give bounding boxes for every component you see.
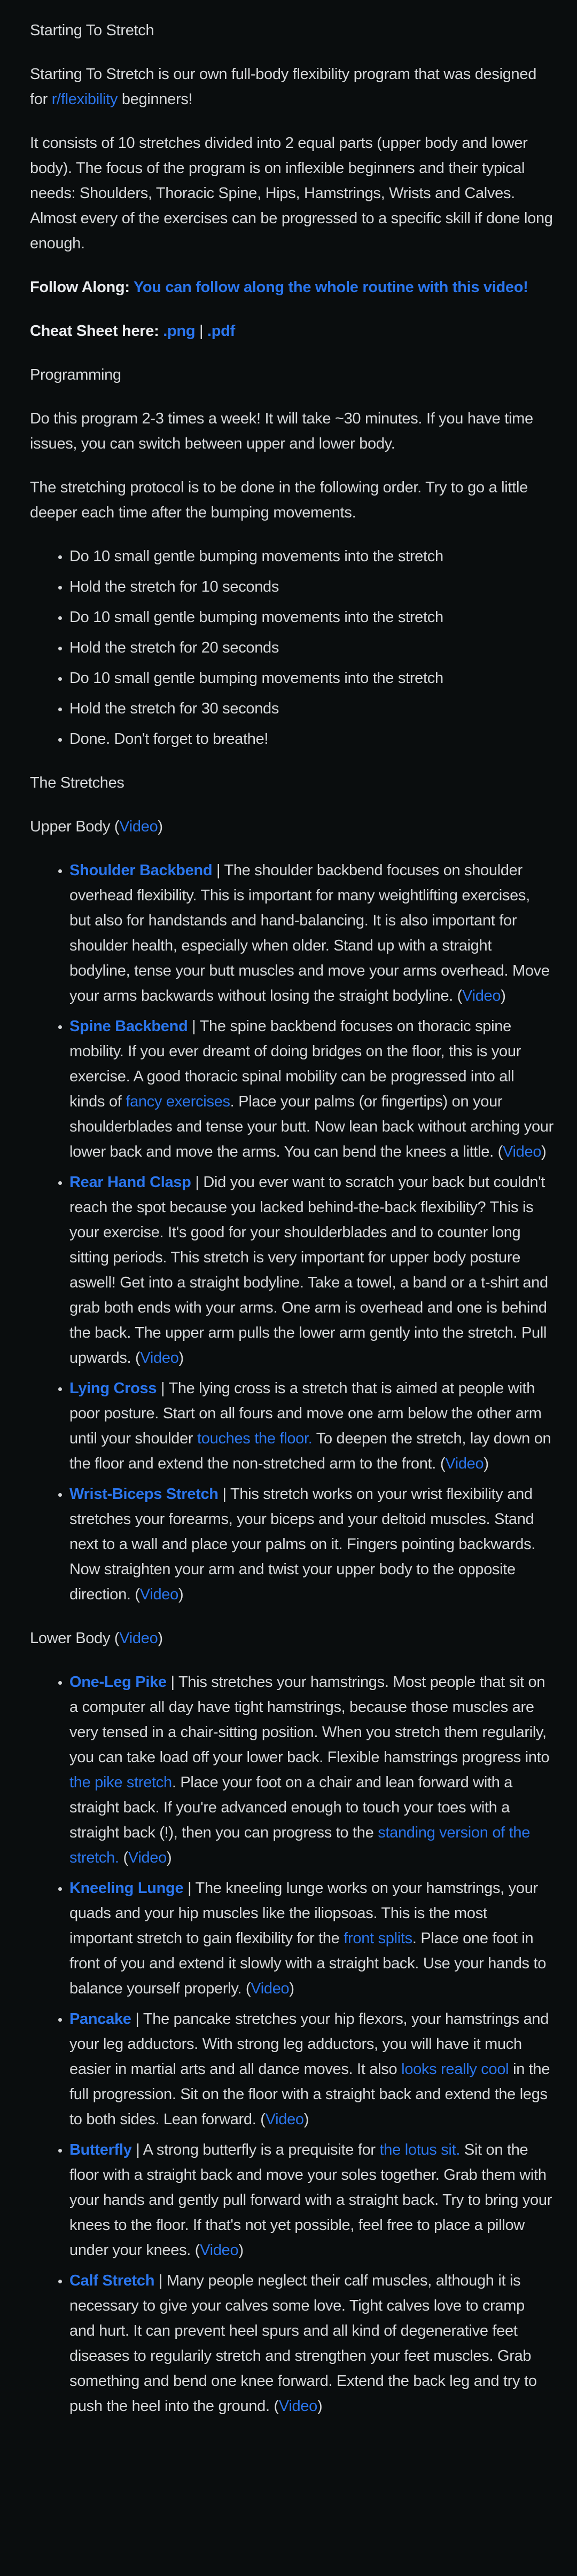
cheat-sheet-separator: | (195, 323, 207, 340)
stretch-description: | The lying cross is a stretch that is aimed at people with poor posture. Start on all fours and move one arm below the other arm until your shoulder (69, 1380, 542, 1447)
wrist-biceps-stretch-link[interactable]: Wrist-Biceps Stretch (69, 1486, 219, 1503)
upper-body-video-link[interactable]: Video (119, 818, 158, 835)
shoulder-backbend-video-link[interactable]: Video (462, 987, 501, 1004)
paren-close: ) (541, 1143, 547, 1160)
protocol-step: • Hold the stretch for 30 seconds (69, 696, 553, 721)
stretch-item-wrist-biceps (69, 1482, 553, 1607)
stretch-description: | The spine backbend focuses on thoracic spine mobility. If you ever dreamt of doing bridges on the floor, this is your exercise. A good thoracic spinal mobility can be progressed into all kinds of (69, 1018, 521, 1110)
kneeling-lunge-link[interactable]: Kneeling Lunge (69, 1880, 184, 1897)
stretch-description: in the full progression. Sit on the floor with a straight back and extend the legs to both sides. Lean forward. ( (69, 2061, 550, 2128)
spine-backbend-video-link[interactable]: Video (503, 1143, 542, 1160)
lotus-sit-link[interactable]: the lotus sit. (379, 2141, 461, 2158)
lower-body-heading-close: ) (158, 1630, 163, 1647)
lower-body-list (30, 1670, 553, 2419)
lower-body-video-link[interactable]: Video (119, 1630, 158, 1647)
paren-close: ) (303, 2111, 309, 2128)
calf-stretch-video-link[interactable]: Video (278, 2398, 318, 2415)
follow-along-video-link[interactable]: You can follow along the whole routine with this video! (133, 279, 528, 296)
kneeling-lunge-video-link[interactable]: Video (251, 1980, 290, 1997)
calf-stretch-link[interactable]: Calf Stretch (69, 2272, 155, 2289)
upper-body-heading-close: ) (158, 818, 163, 835)
protocol-step: • Do 10 small gentle bumping movements into the stretch (69, 605, 553, 630)
rear-hand-clasp-video-link[interactable]: Video (140, 1349, 179, 1366)
stretch-description: | This stretches your hamstrings. Most people that sit on a computer all day have tight hamstrings, because those muscles are very tensed in a chair-sitting position. When you stretch them regularily, you can take load off your lower back. Flexible hamstrings progress into (69, 1674, 550, 1766)
stretch-description: | The pancake stretches your hip flexors, your hamstrings and your leg adductors. With strong leg adductors, you will have it much easier in martial arts and all dance moves. It also (69, 2010, 549, 2078)
upper-body-list (30, 858, 553, 1607)
pike-stretch-link[interactable]: the pike stretch (69, 1774, 172, 1791)
stretch-item-rear-hand-clasp (69, 1170, 553, 1371)
overview-paragraph: It consists of 10 stretches divided into 2 equal parts (upper body and lower body). The focus of the program is on inflexible beginners and their typical needs: Shoulders, Thoracic Spine, Hips, Hamstrings, Wrists and Calves. Almost every of the exercises can be progressed to a specific skill if done long enough. (30, 135, 553, 252)
spine-backbend-link[interactable]: Spine Backbend (69, 1018, 188, 1035)
lower-body-heading (30, 1626, 553, 1651)
follow-along-label: Follow Along: (30, 279, 134, 296)
fancy-exercises-link[interactable]: fancy exercises (126, 1093, 230, 1110)
protocol-steps-list (30, 544, 553, 752)
stretch-description: | Did you ever want to scratch your back but couldn't reach the spot because you lacked behind-the-back flexibility? This is your exercise. It's good for your shoulderblades and to counter long sitting periods. This stretch is very important for upper body posture aswell! Get into a straight bodyline. Take a towel, a band or a t-shirt and grab both ends with your arms. One arm is overhead and one is behind the back. The upper arm pulls the lower arm gently into the stretch. Pull upwards. ( (69, 1174, 548, 1366)
stretch-item-calf-stretch (69, 2268, 553, 2419)
paren-close: ) (238, 2242, 244, 2259)
stretch-item-lying-cross (69, 1376, 553, 1477)
butterfly-video-link[interactable]: Video (200, 2242, 239, 2259)
stretch-item-pancake (69, 2007, 553, 2132)
protocol-step: • Hold the stretch for 10 seconds (69, 575, 553, 600)
cheat-sheet-png-link[interactable]: .png (163, 323, 196, 340)
follow-along-paragraph (30, 275, 553, 300)
upper-body-heading (30, 814, 553, 839)
one-leg-pike-link[interactable]: One-Leg Pike (69, 1674, 167, 1691)
page-title: Starting To Stretch (30, 22, 154, 39)
protocol-step: • Do 10 small gentle bumping movements into the stretch (69, 666, 553, 691)
paren-close: ) (501, 987, 506, 1004)
touches-the-floor-link[interactable]: touches the floor. (197, 1430, 313, 1447)
stretch-description: . Place one foot in front of you and extend it slowly with a straight back. Use your hands to balance yourself properly. ( (69, 1930, 547, 1997)
stretch-item-kneeling-lunge (69, 1876, 553, 2001)
stretches-heading: The Stretches (30, 774, 124, 791)
paren-close: ) (289, 1980, 294, 1997)
shoulder-backbend-link[interactable]: Shoulder Backbend (69, 862, 213, 879)
stretch-item-shoulder-backbend (69, 858, 553, 1009)
stretch-description: | The kneeling lunge works on your hamstrings, your quads and your hip muscles like the iliopsoas. This is the most important stretch to gain flexibility for the (69, 1880, 538, 1947)
intro-text-2: beginners! (118, 91, 193, 108)
stretch-item-one-leg-pike (69, 1670, 553, 1871)
programming-paragraph-1: Do this program 2-3 times a week! It will take ~30 minutes. If you have time issues, you can switch between upper and lower body. (30, 410, 533, 452)
programming-heading: Programming (30, 366, 121, 383)
stretch-description: | The shoulder backbend focuses on shoulder overhead flexibility. This is important for many weightlifting exercises, but also for handstands and hand-balancing. It is also important for shoulder health, especially when older. Stand up with a straight bodyline, tense your butt muscles and move your arms overhead. Move your arms backwards without losing the straight bodyline. ( (69, 862, 550, 1004)
stretch-description: To deepen the stretch, lay down on the floor and extend the non-stretched arm to the front. ( (69, 1430, 551, 1472)
protocol-step: • Done. Don't forget to breathe! (69, 727, 553, 752)
stretch-item-spine-backbend (69, 1014, 553, 1165)
stretch-description: | This stretch works on your wrist flexibility and stretches your forearms, your biceps and your deltoid muscles. Stand next to a wall and place your palms on it. Fingers pointing backwards. Now straighten your arm and twist your upper body to the opposite direction. ( (69, 1486, 536, 1603)
programming-paragraph-2: The stretching protocol is to be done in the following order. Try to go a little deeper each time after the bumping movements. (30, 479, 528, 521)
rear-hand-clasp-link[interactable]: Rear Hand Clasp (69, 1174, 191, 1191)
paren-close: ) (178, 1586, 184, 1603)
paren-close: ) (317, 2398, 323, 2415)
cheat-sheet-paragraph (30, 319, 553, 344)
lower-body-heading-text: Lower Body ( (30, 1630, 120, 1647)
paren-close: ) (166, 1849, 172, 1866)
stretch-description: | Many people neglect their calf muscles, although it is necessary to give your calves some love. Tight calves love to cramp and hurt. It can prevent heel spurs and all kind of degenerative feet diseases to regularily stretch and strengthen your feet muscles. Grab something and bend one knee forward. Extend the back leg and try to push the heel into the ground. ( (69, 2272, 537, 2415)
flexibility-subreddit-link[interactable]: r/flexibility (51, 91, 118, 108)
paren-close: ) (178, 1349, 184, 1366)
looks-really-cool-link[interactable]: looks really cool (401, 2061, 509, 2078)
stretch-description: | A strong butterfly is a prequisite for (131, 2141, 380, 2158)
lying-cross-link[interactable]: Lying Cross (69, 1380, 157, 1397)
paren-close: ) (484, 1455, 489, 1472)
stretch-item-butterfly (69, 2138, 553, 2263)
standing-pike-link[interactable]: standing version of the stretch. (69, 1824, 531, 1866)
stretch-description: ( (119, 1849, 128, 1866)
one-leg-pike-video-link[interactable]: Video (128, 1849, 167, 1866)
pancake-video-link[interactable]: Video (265, 2111, 304, 2128)
cheat-sheet-pdf-link[interactable]: .pdf (207, 323, 235, 340)
stretch-description: . Place your palms (or fingertips) on your shoulderblades and tense your butt. Now lean back without arching your lower back and move the arms. You can bend the knees a little. ( (69, 1093, 553, 1160)
cheat-sheet-label: Cheat Sheet here: (30, 323, 163, 340)
pancake-link[interactable]: Pancake (69, 2010, 131, 2028)
butterfly-link[interactable]: Butterfly (69, 2141, 132, 2158)
intro-paragraph (30, 62, 553, 112)
stretch-description: . Place your foot on a chair and lean forward with a straight back. If you're advanced enough to touch your toes with a straight back (!), then you can progress to the (69, 1774, 513, 1841)
wrist-biceps-video-link[interactable]: Video (139, 1586, 178, 1603)
intro-text-1: Starting To Stretch is our own full-body flexibility program that was designed for (30, 66, 537, 108)
upper-body-heading-text: Upper Body ( (30, 818, 120, 835)
protocol-step: • Do 10 small gentle bumping movements into the stretch (69, 544, 553, 569)
protocol-step: • Hold the stretch for 20 seconds (69, 635, 553, 661)
lying-cross-video-link[interactable]: Video (445, 1455, 484, 1472)
front-splits-link[interactable]: front splits (344, 1930, 412, 1947)
stretch-description: Sit on the floor with a straight back and move your soles together. Grab them with your hands and gently pull forward with a straight back. Try to bring your knees to the floor. If that's not yet possible, feel free to place a pillow under your knees. ( (69, 2141, 552, 2259)
